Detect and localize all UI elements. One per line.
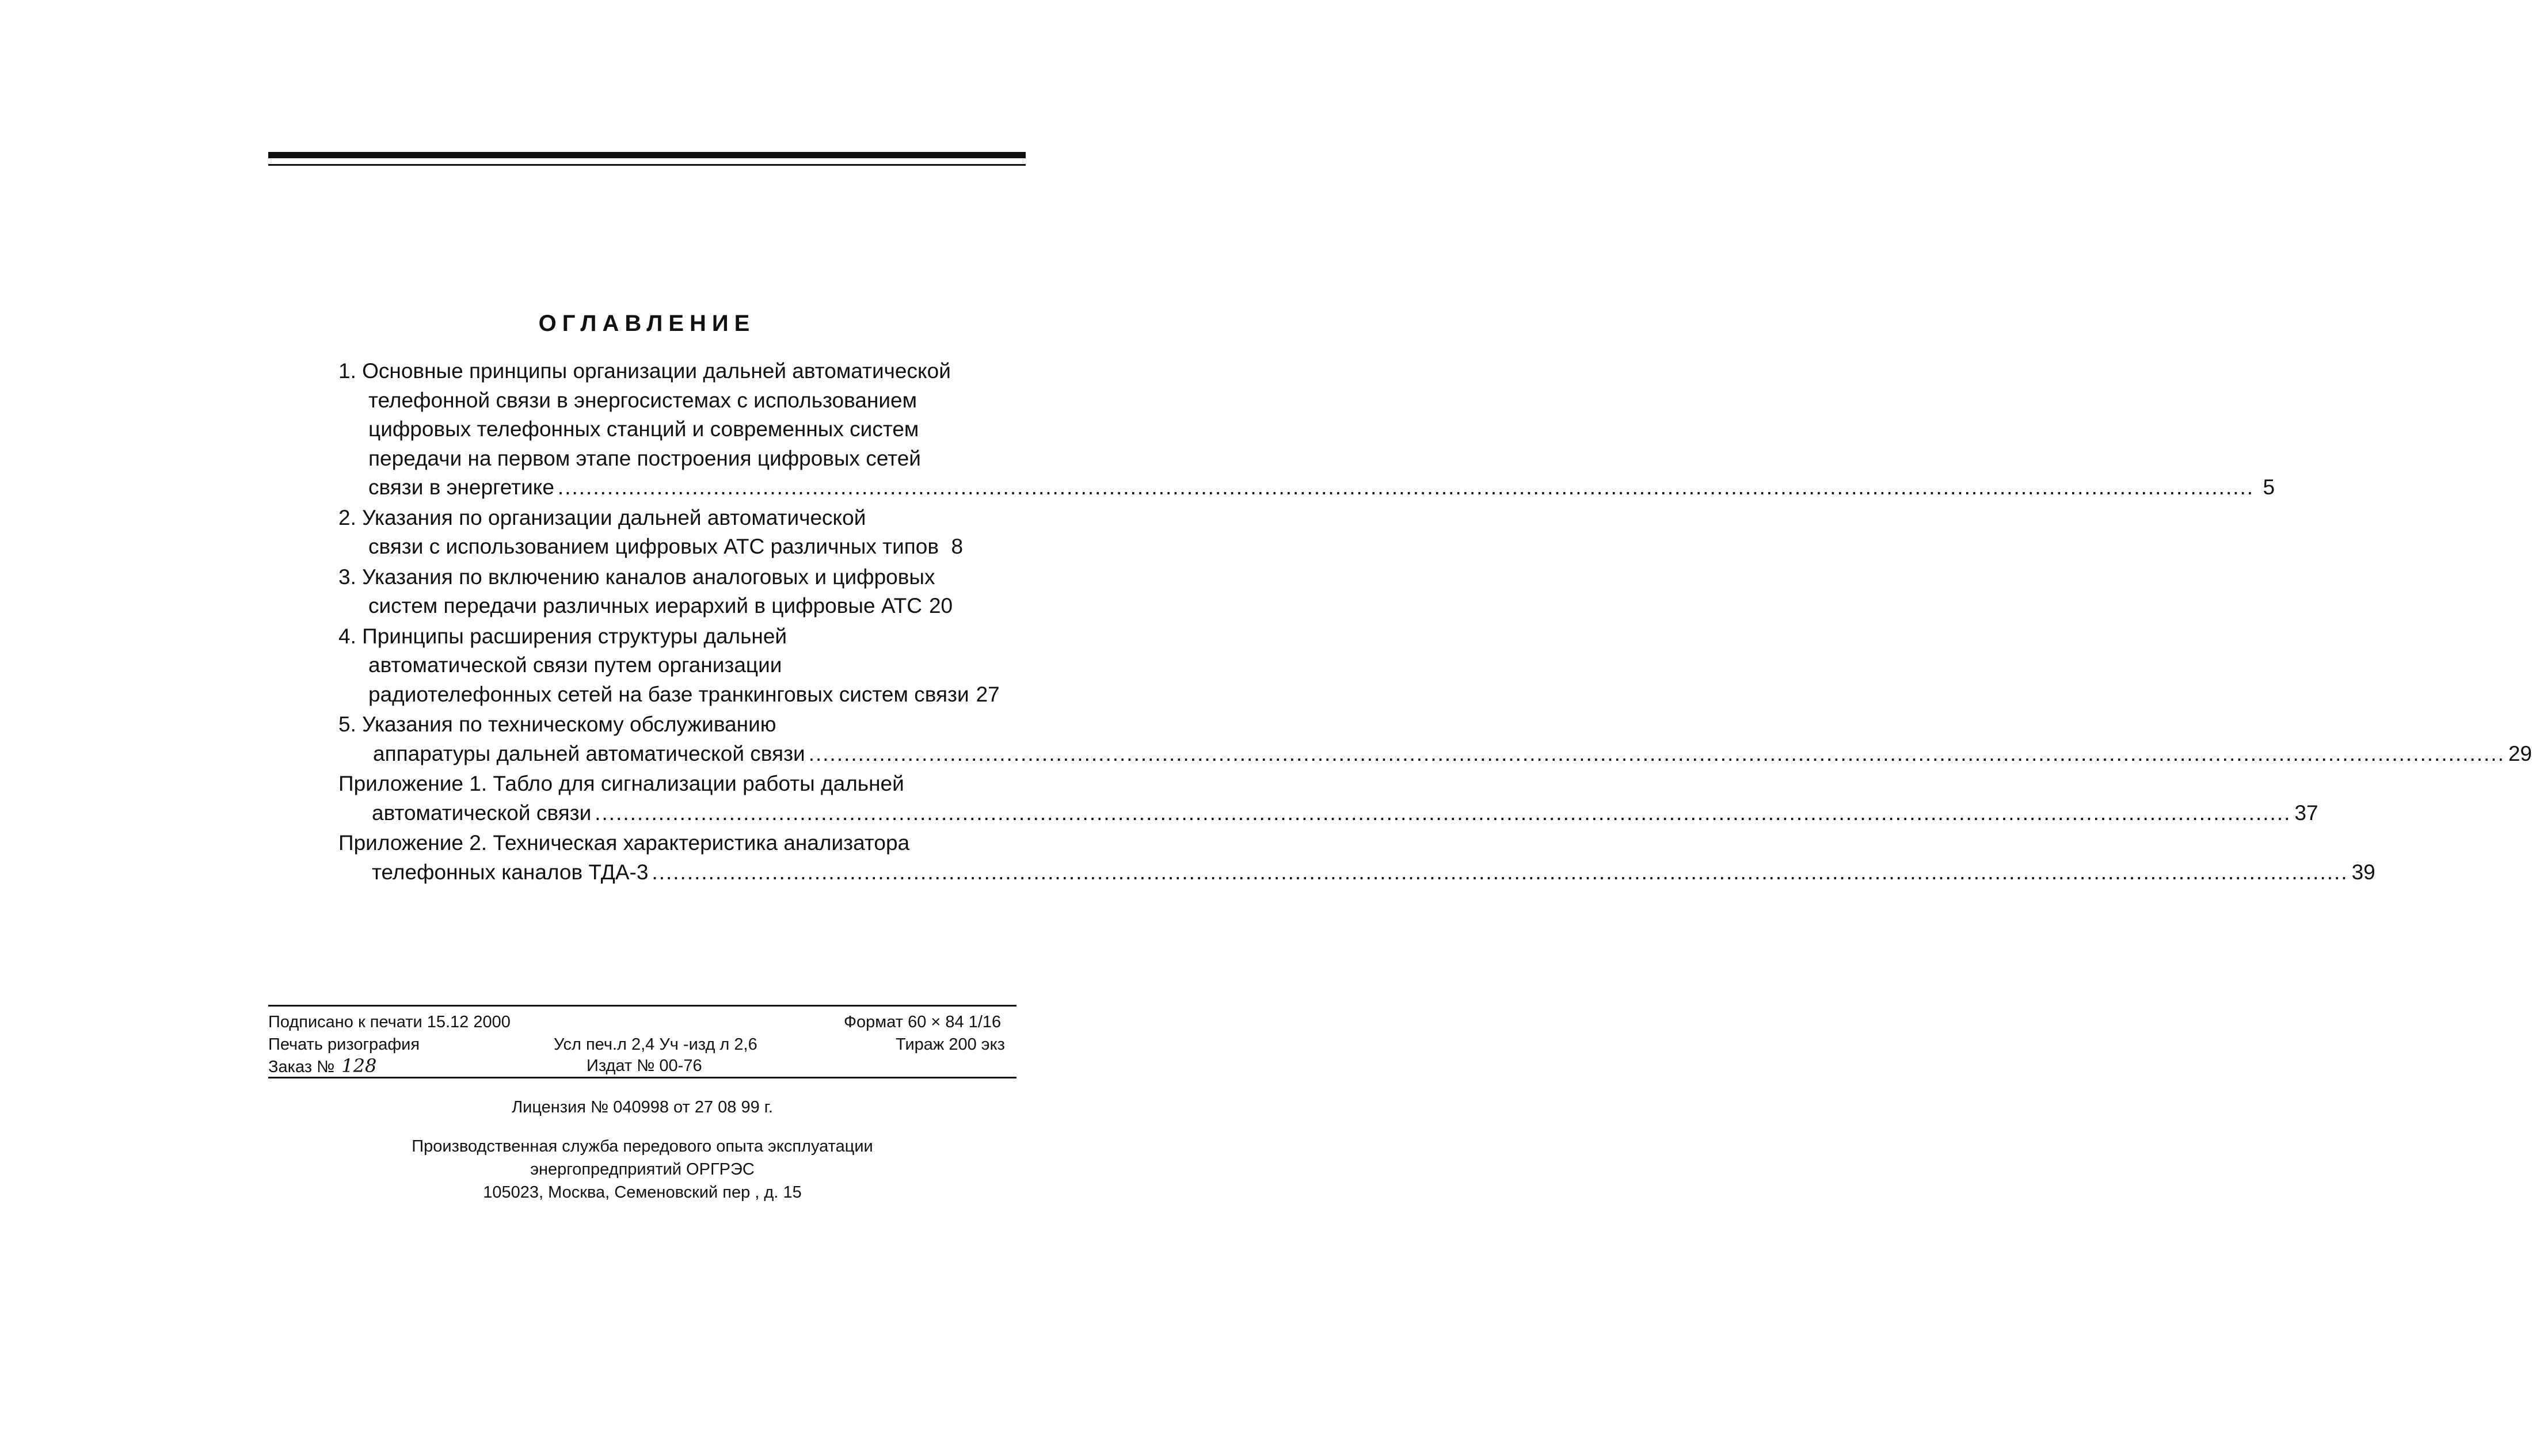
toc-entry-text: связи с использованием цифровых АТС различных типов: [368, 535, 939, 558]
toc-entry-text: систем передачи различных иерархий в цифровые АТС: [368, 594, 922, 618]
toc-entry-line: 3. Указания по включению каналов аналоговых и цифровых: [338, 565, 935, 589]
toc-entry-last-line: [338, 592, 953, 621]
toc-entry-line: автоматической связи путем организации: [368, 653, 782, 677]
toc-page-number: 20: [928, 594, 953, 618]
toc-entry-last-line: [338, 858, 2375, 887]
toc-entry-appendix-2[interactable]: [338, 829, 2375, 887]
toc-title: ОГЛАВЛЕНИЕ: [538, 311, 756, 336]
dot-leader: [558, 473, 2254, 502]
header-rule-thin: [268, 164, 1026, 166]
imprint-rule-top: [268, 1005, 1016, 1007]
imprint-publ: Издат № 00-76: [587, 1057, 702, 1075]
imprint-rule-bottom: [268, 1077, 1016, 1078]
imprint-format: Формат 60 × 84 1/16: [844, 1013, 1002, 1031]
license: Лицензия № 040998 от 27 08 99 г.: [512, 1098, 773, 1116]
toc-entry-last-line: [338, 799, 2318, 828]
header-rule-thick: [268, 152, 1026, 158]
toc-entry-2[interactable]: [338, 504, 964, 562]
toc-entry-text: телефонных каналов ТДА-3: [372, 860, 649, 884]
toc-page-number: 27: [976, 682, 1000, 706]
toc-entry-line: цифровых телефонных станций и современных систем: [368, 417, 919, 441]
toc-entry-4[interactable]: [338, 622, 1000, 710]
toc-entry-last-line: [338, 532, 964, 562]
imprint-run: Тираж 200 экз: [896, 1035, 1005, 1054]
publisher-line-1: Производственная служба передового опыта эксплуатации: [412, 1137, 873, 1156]
toc-entry-line: передачи на первом этапе построения цифровых сетей: [368, 446, 921, 470]
imprint-sheets: Усл печ.л 2,4 Уч -изд л 2,6: [554, 1035, 757, 1054]
toc-entry-last-line: [338, 740, 2532, 769]
toc-page-number: 5: [2263, 475, 2275, 499]
imprint-signed: Подписано к печати 15.12 2000: [268, 1013, 511, 1031]
toc-entry-1[interactable]: [338, 357, 2275, 502]
dot-leader: [652, 858, 2348, 887]
toc-page-number: 8: [951, 535, 964, 558]
toc-entry-appendix-1[interactable]: [338, 769, 2318, 828]
toc-page-number: 39: [2351, 860, 2375, 884]
toc-entry-5[interactable]: [338, 710, 2532, 768]
toc-entry-text: аппаратуры дальней автоматической связи: [373, 741, 805, 765]
order-number-handwritten: 128: [341, 1055, 377, 1077]
publisher-address: 105023, Москва, Семеновский пер , д. 15: [483, 1183, 802, 1202]
toc-entry-last-line: [338, 680, 1000, 710]
toc-entry-last-line: [338, 473, 2275, 502]
dot-leader: [809, 740, 2505, 769]
publisher-line-2: энергопредприятий ОРГРЭС: [530, 1160, 755, 1179]
toc-entry-text: связи в энергетике: [368, 475, 554, 499]
imprint-print: Печать ризография: [268, 1035, 420, 1054]
toc-entry-line: телефонной связи в энергосистемах с использованием: [368, 388, 917, 412]
toc-entry-text: автоматической связи: [372, 801, 592, 825]
toc-entry-line: 2. Указания по организации дальней автоматической: [338, 505, 866, 529]
toc-entry-line: Приложение 2. Техническая характеристика анализатора: [338, 831, 910, 855]
toc-entry-line: 4. Принципы расширения структуры дальней: [338, 624, 787, 648]
toc-page-number: 37: [2294, 801, 2318, 825]
dot-leader: [595, 799, 2291, 828]
toc-entry-line: 5. Указания по техническому обслуживанию: [338, 712, 776, 736]
table-of-contents: [338, 357, 2532, 888]
toc-entry-text: радиотелефонных сетей на базе транкинговых систем связи: [368, 682, 969, 706]
order-label: Заказ №: [268, 1058, 335, 1076]
toc-entry-3[interactable]: [338, 563, 953, 621]
toc-entry-line: 1. Основные принципы организации дальней автоматической: [338, 359, 951, 383]
imprint-order: [268, 1055, 376, 1077]
toc-page-number: 29: [2508, 741, 2532, 765]
toc-entry-line: Приложение 1. Табло для сигнализации работы дальней: [338, 772, 904, 795]
